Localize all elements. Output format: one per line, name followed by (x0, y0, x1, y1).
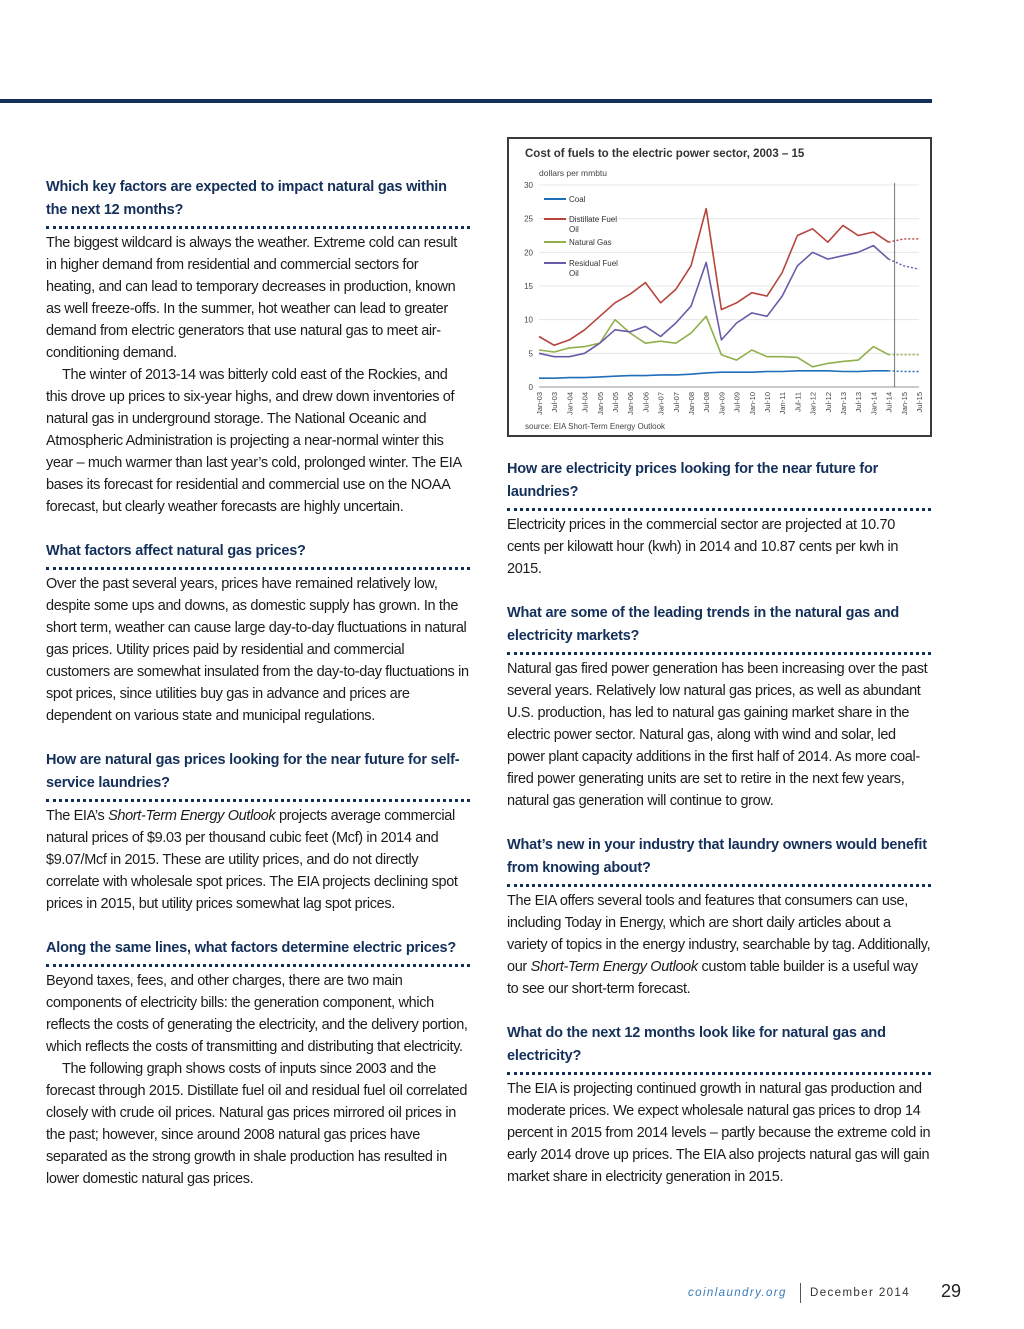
series-forecast-coal (889, 371, 919, 372)
right-column (507, 458, 931, 1188)
y-tick-label: 10 (524, 315, 533, 325)
left-column (46, 176, 470, 1190)
x-tick-label: Jul-14 (884, 392, 894, 413)
x-tick-label: Jul-09 (732, 392, 742, 413)
x-tick-label: Jul-04 (580, 392, 590, 413)
series-line-distillate (539, 209, 889, 346)
fuel-cost-chart (507, 137, 932, 437)
y-tick-label: 25 (524, 214, 533, 224)
footer-divider (800, 1283, 801, 1303)
legend-label: Natural Gas (569, 238, 612, 247)
body-paragraph: Electricity prices in the commercial sector are projected at 10.70 cents per kilowatt hour (kwh) in 2014 and 10.87 cents per kwh in 2015. (507, 517, 899, 577)
x-tick-label: Jul-13 (854, 392, 864, 413)
chart-source: source: EIA Short-Term Energy Outlook (525, 422, 666, 431)
x-tick-label: Jan-13 (839, 392, 848, 415)
question-heading: What’s new in your industry that laundry owners would benefit from knowing about? (507, 834, 931, 887)
x-tick-label: Jul-05 (611, 392, 620, 413)
series-forecast-distillate (889, 239, 919, 242)
body-paragraph: The following graph shows costs of inputs since 2003 and the forecast through 2015. Distillate fuel oil and residual fuel oil correlated closely with crude oil prices. Natural gas prices mirrored oil prices in the past; however, since around 2008 natural gas prices have separated as the strong growth in shale production has resulted in lower domestic natural gas prices. (46, 1061, 468, 1187)
x-tick-label: Jul-08 (702, 392, 712, 413)
x-tick-label: Jul-07 (671, 392, 681, 413)
page-number: 29 (941, 1281, 962, 1301)
footer-date: December 2014 (810, 1287, 911, 1299)
body-paragraph: Beyond taxes, fees, and other charges, there are two main components of electricity bills: the generation component, which reflects the costs of generating the electricity, and the delivery portion, which reflects the costs of transmitting and distributing that electricity. (46, 973, 468, 1055)
body-paragraph: The winter of 2013-14 was bitterly cold east of the Rockies, and this drove up prices to six-year highs, and drew down inventories of natural gas in underground storage. The National Oceanic and Atmospheric Administration is projecting a near-normal winter this year – much warmer than last year’s cold, prolonged winter. The EIA bases its forecast for residential and commercial use on the NOAA forecast, but clearly weather forecasts are highly uncertain. (46, 367, 461, 515)
question-heading: How are electricity prices looking for the near future for laundries? (507, 458, 931, 511)
x-tick-label: Jan-10 (747, 392, 757, 415)
x-tick-label: Jan-06 (626, 392, 636, 415)
question-heading: What do the next 12 months look like for natural gas and electricity? (507, 1022, 931, 1075)
x-tick-label: Jan-05 (595, 392, 605, 415)
legend-label: Residual Fuel (569, 259, 618, 268)
legend-label: Oil (569, 225, 579, 234)
chart-ylabel: dollars per mmbtu (539, 168, 608, 178)
body-paragraph: The EIA’s Short-Term Energy Outlook projects average commercial natural prices of $9.03 per thousand cubic feet (Mcf) in 2014 and $9.07/Mcf in 2015. These are utility prices, and do not directly correlate with wholesale spot prices. The EIA projects declining spot prices in 2015, but utility prices somewhat lag spot prices. (46, 808, 458, 912)
y-tick-label: 0 (528, 383, 533, 392)
x-tick-label: Jan-07 (656, 392, 666, 415)
body-paragraph: The biggest wildcard is always the weather. Extreme cold can result in higher demand from residential and commercial sectors for heating, and can lead to temporary decreases in production, known as well freeze-offs. In the summer, hot weather can lead to greater demand from electric generators that use natural gas to meet air-conditioning demand. (46, 235, 457, 361)
y-tick-label: 15 (524, 282, 533, 291)
body-paragraph: The EIA is projecting continued growth in natural gas production and moderate prices. We expect wholesale natural gas prices to drop 14 percent in 2015 from 2014 levels – partly because the extreme cold in early 2014 drove up prices. The EIA also projects natural gas will gain market share in electricity generation in 2015. (507, 1081, 931, 1185)
body-paragraph: Over the past several years, prices have remained relatively low, despite some ups and downs, as domestic supply has grown. In the short term, weather can cause large day-to-day fluctuations in natural gas prices. Utility prices paid by residential and commercial customers are somewhat insulated from the day-to-day fluctuations in spot prices, since utilities buy gas in advance and prices are dependent on various state and municipal regulations. (46, 576, 469, 724)
question-heading: How are natural gas prices looking for the near future for self-service laundries? (46, 749, 470, 802)
chart-title: Cost of fuels to the electric power sector, 2003 – 15 (525, 148, 805, 160)
x-tick-label: Jul-10 (763, 392, 772, 413)
y-tick-label: 30 (524, 181, 533, 190)
y-tick-label: 5 (528, 349, 533, 359)
x-tick-label: Jul-11 (793, 392, 803, 412)
x-tick-label: Jan-15 (899, 392, 909, 415)
x-tick-label: Jul-15 (915, 392, 924, 413)
body-paragraph: Natural gas fired power generation has been increasing over the past several years. Relatively low natural gas prices, as well as abundant U.S. production, has led to natural gas gaining market share in the electric power sector. Natural gas, along with wind and solar, led power plant capacity additions in the first half of 2014. As more coal-fired power generating units are set to retire in the next few years, natural gas generation will continue to grow. (507, 661, 928, 809)
question-heading: Along the same lines, what factors determine electric prices? (46, 937, 470, 967)
x-tick-label: Jul-03 (550, 392, 560, 413)
legend-label: Oil (569, 269, 579, 278)
question-heading: Which key factors are expected to impact natural gas within the next 12 months? (46, 176, 470, 229)
x-tick-label: Jan-12 (808, 392, 818, 415)
question-heading: What factors affect natural gas prices? (46, 540, 470, 570)
y-tick-label: 20 (524, 248, 533, 258)
series-forecast-residual (889, 259, 919, 269)
legend-label: Coal (569, 195, 586, 204)
x-tick-label: Jan-03 (535, 392, 544, 415)
page-footer (0, 1283, 1024, 1307)
footer-site[interactable]: coinlaundry.org (688, 1287, 787, 1299)
x-tick-label: Jul-12 (823, 392, 833, 413)
series-line-coal (539, 371, 889, 378)
x-tick-label: Jan-11 (778, 392, 788, 415)
legend-label: Distillate Fuel (569, 215, 618, 224)
x-tick-label: Jan-09 (717, 392, 727, 415)
body-paragraph: The EIA offers several tools and features that consumers can use, including Today in Energy, which are short daily articles about a variety of topics in the energy industry, searchable by tag. Additionally, our Short-Term Energy Outlook custom table builder is a useful way to see our short-term forecast. (507, 893, 931, 997)
x-tick-label: Jan-04 (565, 392, 575, 415)
x-tick-label: Jan-08 (687, 392, 696, 415)
header-rule (0, 99, 932, 103)
x-tick-label: Jan-14 (869, 392, 879, 415)
question-heading: What are some of the leading trends in the natural gas and electricity markets? (507, 602, 931, 655)
x-tick-label: Jul-06 (641, 392, 651, 413)
chart-svg (509, 139, 930, 435)
